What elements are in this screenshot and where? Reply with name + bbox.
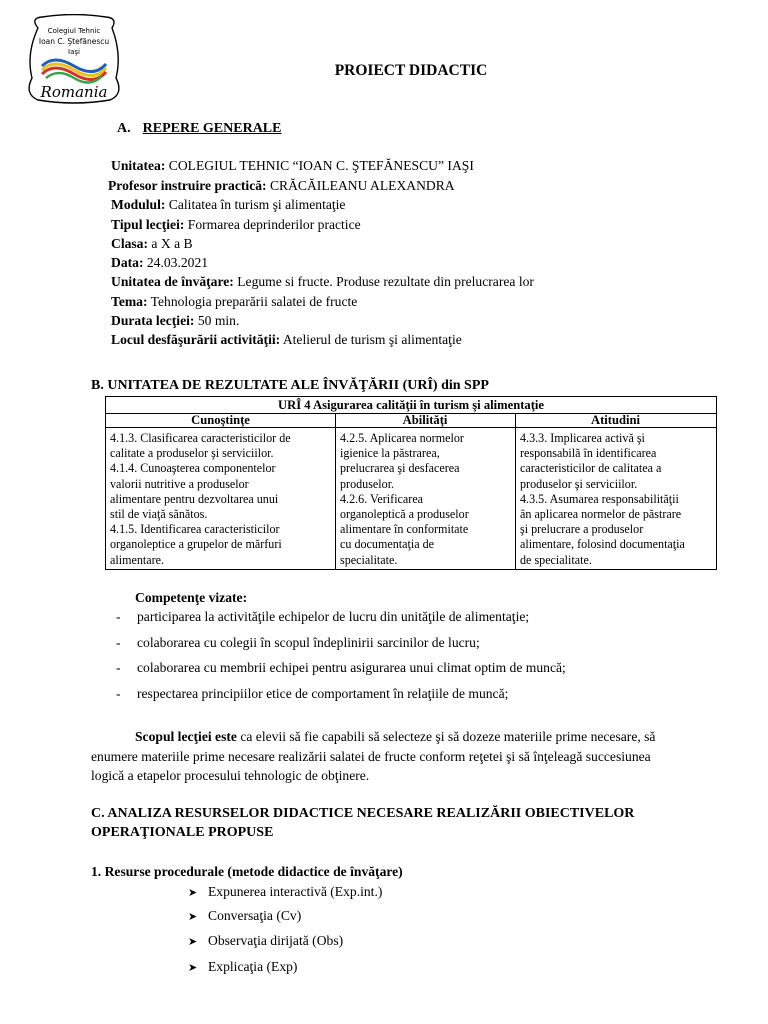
competenta-text: colaborarea cu colegii în scopul îndeplinirii sarcinilor de lucru; <box>137 635 480 650</box>
cell-line: 4.3.3. Implicarea activă şi <box>520 431 645 445</box>
school-logo <box>24 14 124 106</box>
scope-text: ca elevii să fie capabili să selecteze şi să dozeze materiile prime necesare, să <box>236 729 656 744</box>
field-clasa <box>111 236 193 252</box>
field-value: Tehnologia preparării salatei de fructe <box>150 294 358 309</box>
document-title: PROIECT DIDACTIC <box>334 62 488 79</box>
learning-outcomes-table <box>105 396 717 570</box>
scope-line-3: logică a etapelor procesului tehnologic de obţinere. <box>91 768 370 783</box>
dash-bullet: - <box>116 609 121 624</box>
resource-item <box>188 884 382 900</box>
cell-line: caracteristicilor de calitatea a <box>520 461 662 476</box>
section-a-heading <box>117 121 281 137</box>
section-b-heading: B. UNITATEA DE REZULTATE ALE ÎNVĂŢĂRII (URÎ) din SPP <box>91 378 489 393</box>
table-header-cunostinte: Cunoştinţe <box>106 413 335 428</box>
cell-line: ân aplicarea normelor de păstrare <box>520 507 682 522</box>
table-header-atitudini: Atitudini <box>515 413 716 428</box>
competenta-text: colaborarea cu membrii echipei pentru asigurarea unui climat optim de muncă; <box>137 660 566 675</box>
field-tema <box>111 294 357 310</box>
logo-emblem <box>24 14 124 106</box>
field-unitatea <box>111 158 474 174</box>
cell-line: prelucrarea şi desfacerea <box>340 461 460 476</box>
table-header-abilitati: Abilităţi <box>335 413 515 428</box>
cell-line: şi prelucrare a produselor <box>520 522 644 537</box>
competenta-text: respectarea principiilor etice de comportament în relaţiile de muncă; <box>137 686 509 701</box>
scope-line-2: enumere materiile prime necesare realizării salatei de fructe conform reţetei şi să înţeleagă succesiunea <box>91 749 651 764</box>
field-profesor <box>108 178 455 194</box>
scope-label: Scopul lecţiei este <box>135 729 237 744</box>
section-c-heading-cont: OPERAŢIONALE PROPUSE <box>91 825 274 840</box>
cell-line: valorii nutritive a produselor <box>110 476 249 491</box>
competenta-item <box>116 609 529 625</box>
logo-line3: Iaşi <box>68 48 80 56</box>
field-locul <box>111 332 462 348</box>
competenta-item <box>116 660 566 676</box>
cell-line: alimentare. <box>110 552 165 567</box>
field-value: CRĂCĂILEANU ALEXANDRA <box>269 178 455 193</box>
cell-line: produselor. <box>340 476 395 491</box>
cell-line: 4.2.5. Aplicarea normelor <box>340 431 464 445</box>
competenta-item <box>116 686 508 702</box>
field-label: Unitatea de învăţare: <box>111 274 234 289</box>
cell-line: 4.1.4. Cunoaşterea componentelor <box>110 461 276 476</box>
field-label: Durata lecţiei: <box>111 313 195 328</box>
table-cell-atitudini <box>516 428 716 569</box>
scope-line-1 <box>135 729 655 745</box>
cell-line: responsabilă în identificarea <box>520 446 657 461</box>
field-label: Locul desfăşurării activităţii: <box>111 332 281 347</box>
cell-line: stil de viaţă sănătos. <box>110 507 208 522</box>
resource-text: Expunerea interactivă (Exp.int.) <box>208 884 383 899</box>
cell-line: calitate a produselor şi serviciilor. <box>110 446 274 461</box>
cell-line: igienice la păstrarea, <box>340 446 440 461</box>
field-modulul <box>111 197 345 213</box>
field-label: Unitatea: <box>111 158 166 173</box>
dash-bullet: - <box>116 660 121 675</box>
resource-item <box>188 959 297 975</box>
resource-item <box>188 933 343 949</box>
cell-line: 4.2.6. Verificarea <box>340 491 424 506</box>
field-value: a X a B <box>151 236 193 251</box>
cell-line: 4.1.5. Identificarea caracteristicilor <box>110 522 280 537</box>
field-label: Tipul lecţiei: <box>111 217 185 232</box>
cell-line: organoleptică a produselor <box>340 507 469 522</box>
section-a-letter: A. <box>117 121 131 136</box>
resources-title: 1. Resurse procedurale (metode didactice de învăţare) <box>91 864 403 879</box>
field-value: Atelierul de turism şi alimentaţie <box>282 332 462 347</box>
field-durata <box>111 313 239 329</box>
field-value: Legume si fructe. Produse rezultate din prelucrarea lor <box>237 274 534 289</box>
competenta-item <box>116 635 480 651</box>
field-value: 50 min. <box>197 313 240 328</box>
cell-line: organoleptice a grupelor de mărfuri <box>110 537 282 552</box>
cell-line: de specialitate. <box>520 552 592 567</box>
cell-line: specialitate. <box>340 552 398 567</box>
field-label: Data: <box>111 255 144 270</box>
field-label: Modulul: <box>111 197 166 212</box>
section-c-heading: C. ANALIZA RESURSELOR DIDACTICE NECESARE REALIZĂRII OBIECTIVELOR <box>91 806 635 821</box>
table-cell-abilitati <box>336 428 515 569</box>
logo-line2: Ioan C. Ştefănescu <box>38 37 110 46</box>
field-value: Calitatea în turism şi alimentaţie <box>168 197 346 212</box>
field-value: 24.03.2021 <box>146 255 209 270</box>
cell-line: cu documentaţia de <box>340 537 435 552</box>
section-a-title: REPERE GENERALE <box>142 121 282 136</box>
field-data <box>111 255 208 271</box>
resource-item <box>188 908 301 924</box>
cell-line: alimentare pentru dezvoltarea unui <box>110 491 279 506</box>
dash-bullet: - <box>116 635 121 650</box>
dash-bullet: - <box>116 686 121 701</box>
cell-line: alimentare în conformitate <box>340 522 469 537</box>
field-tipul-lectiei <box>111 217 361 233</box>
table-cell-cunostinte <box>106 428 335 569</box>
cell-line: 4.3.5. Asumarea responsabilităţii <box>520 491 679 506</box>
arrow-bullet-icon: ➤ <box>188 936 198 948</box>
resource-text: Explicaţia (Exp) <box>208 959 298 974</box>
cell-line: alimentare, folosind documentaţia <box>520 537 685 552</box>
field-label: Clasa: <box>111 236 149 251</box>
arrow-bullet-icon: ➤ <box>188 962 198 974</box>
field-label: Profesor instruire practică: <box>108 178 267 193</box>
resource-text: Conversaţia (Cv) <box>208 908 302 923</box>
logo-line4: Romania <box>40 83 108 101</box>
arrow-bullet-icon: ➤ <box>188 887 198 899</box>
field-unitatea-invatare <box>111 274 534 290</box>
field-value: Formarea deprinderilor practice <box>187 217 361 232</box>
competenta-text: participarea la activităţile echipelor de lucru din unităţile de alimentaţie; <box>137 609 530 624</box>
cell-line: produselor şi serviciilor. <box>520 476 638 491</box>
competente-title: Competenţe vizate: <box>135 590 248 605</box>
table-caption: URÎ 4 Asigurarea calităţii în turism şi alimentaţie <box>106 397 716 414</box>
arrow-bullet-icon: ➤ <box>188 911 198 923</box>
resource-text: Observaţia dirijată (Obs) <box>208 933 344 948</box>
field-value: COLEGIUL TEHNIC “IOAN C. ŞTEFĂNESCU” IAŞI <box>168 158 474 173</box>
field-label: Tema: <box>111 294 148 309</box>
cell-line: 4.1.3. Clasificarea caracteristicilor de <box>110 431 291 445</box>
logo-line1: Colegiul Tehnic <box>47 27 101 35</box>
